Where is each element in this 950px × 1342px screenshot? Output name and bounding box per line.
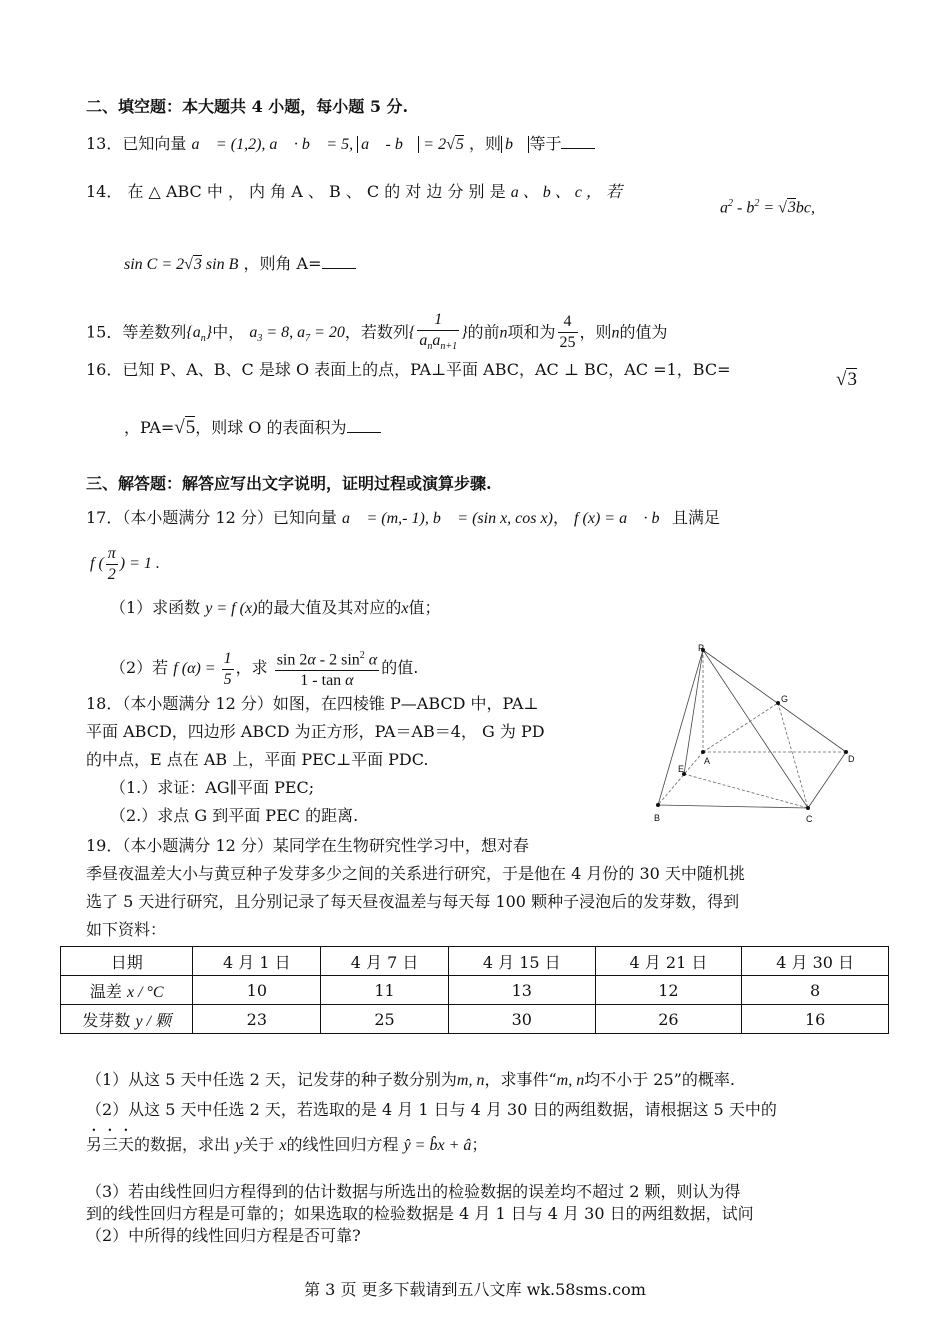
q15-p3: ，若数列 <box>344 322 409 342</box>
q13-ask: 等于 <box>529 134 562 153</box>
q17-number: 17． <box>86 508 123 527</box>
table-header-cell: 4 月 21 日 <box>595 947 742 976</box>
table-cell: 10 <box>193 976 321 1005</box>
pyramid-figure <box>648 640 868 830</box>
q17-sub2-b: ，求 <box>235 658 268 678</box>
q19-part1-a: （1）从这 5 天中任选 2 天，记发芽的种子数分别为 <box>86 1070 457 1089</box>
q14-line2 <box>124 252 356 277</box>
q16-sqrt5: √5 <box>174 417 196 438</box>
q19-mn: m, n <box>456 1072 485 1089</box>
q13-prefix: 已知向量 <box>122 134 187 153</box>
q13-abs-b: b⃗ <box>501 136 529 153</box>
q15-p2: 中， <box>212 322 245 342</box>
q17-sub1-a: （1）求函数 <box>110 598 201 617</box>
table-header-cell: 日期 <box>61 947 193 976</box>
point-g <box>776 701 780 705</box>
q14-condition: $a^2 - b^2 = √3bc$, <box>720 198 816 217</box>
label-e: E <box>678 764 685 774</box>
q19-y: y <box>235 1137 243 1154</box>
q17-fx: f (x) = a⃗ · b⃗ <box>574 510 672 527</box>
table-header-row <box>61 947 889 976</box>
table-cell: 23 <box>193 1005 321 1034</box>
q19-part1-c: 均不小于 25”的概率. <box>584 1070 735 1089</box>
q17-sub2-falpha: f (α) = $\frac{1}{5}$ <box>173 650 232 688</box>
q19-part3-line3: （2）中所得的线性回归方程是否可靠? <box>86 1226 361 1245</box>
table-cell: 30 <box>448 1005 595 1034</box>
section-2-heading: 二、填空题：本大题共 4 小题，每小题 5 分. <box>86 97 409 116</box>
q17-condition: f ( $\frac{\pi}{2}$ ) = 1 . <box>90 545 160 583</box>
q19-line1-text: （本小题满分 12 分）某同学在生物研究性学习中，想对春 <box>122 836 529 855</box>
q16-line2b: ，则球 O 的表面积为 <box>195 418 347 437</box>
point-a <box>701 750 705 754</box>
q19-part2-line1: （2）从这 5 天中任选 2 天，若选取的是 4 月 1 日与 4 月 30 日的两组数据，请根据这 5 天中的 <box>86 1100 777 1119</box>
q19-emphasis: 另三天 <box>86 1135 135 1154</box>
q15-n2: n <box>611 324 620 342</box>
q13-number: 13． <box>86 134 123 153</box>
q19-part3-line2: 到的线性回归方程是可靠的；如果选取的检验数据是 4 月 1 日与 4 月 30 日的两组数据，试问 <box>86 1204 754 1223</box>
q17-sub2-expression: $\frac{\sin 2\alpha - 2 \sin^2 \alpha}{\text{1 - tan α}}$ <box>275 646 379 691</box>
q19-x: x <box>279 1137 287 1154</box>
section-3-heading: 三、解答题：解答应写出文字说明，证明过程或演算步骤. <box>86 474 492 493</box>
q14-number: 14． <box>86 182 123 201</box>
table-header-cell: 4 月 15 日 <box>448 947 595 976</box>
q17-intro: （本小题满分 12 分）已知向量 <box>122 508 337 527</box>
q15-sum-fraction: $\frac{4}{25}$ <box>559 313 576 352</box>
q19-part1 <box>86 1068 735 1093</box>
q19-part2-e: 的线性回归方程 <box>286 1135 399 1154</box>
q19-part2-c: 的数据，求出 <box>134 1135 231 1154</box>
table-cell: 26 <box>595 1005 742 1034</box>
q14-then: ，则角 A= <box>243 254 322 273</box>
q14-text: 在 △ ABC 中 ， 内 角 A 、 B 、 C 的 对 边 分 别 是 <box>127 182 506 201</box>
label-d: D <box>848 754 855 764</box>
table-cell: 16 <box>742 1005 889 1034</box>
point-c <box>806 806 810 810</box>
q17-sub2-a: （2）若 <box>110 658 169 678</box>
q17-sub1-x: x <box>401 600 409 617</box>
edge-pb <box>658 650 703 805</box>
q18-line2: 平面 ABCD，四边形 ABCD 为正方形，PA＝AB＝4， G 为 PD <box>86 722 545 741</box>
q17-sub1-b: 的最大值及其对应的 <box>257 598 402 617</box>
q19-line2: 季昼夜温差大小与黄豆种子发芽多少之间的关系进行研究，于是他在 4 月份的 30 天中随机挑 <box>86 864 745 883</box>
segment-ag <box>703 703 778 752</box>
q15-p5: 项和为 <box>507 322 556 342</box>
label-c: C <box>806 814 813 824</box>
segment-ec <box>684 774 808 808</box>
q15-p1: 等差数列 <box>122 322 187 342</box>
question-16 <box>86 358 730 382</box>
q17-sub1-c: 值； <box>408 598 441 617</box>
point-b <box>656 803 660 807</box>
q19-mn-2: m, n <box>556 1072 585 1089</box>
q17-vectors: a⃗ = (m,- 1), b⃗ = (sin x, cos x) <box>342 510 553 527</box>
table-header-cell: 4 月 1 日 <box>193 947 321 976</box>
q15-recip-seq: { $\frac{1}{a_na_{n+1}}$ } <box>408 311 468 353</box>
q15-number: 15． <box>86 322 123 342</box>
label-a: A <box>704 756 711 766</box>
q16-answer-blank <box>347 418 381 433</box>
table-header-cell: 4 月 30 日 <box>742 947 889 976</box>
q18-sub2: （2.）求点 G 到平面 PEC 的距离. <box>110 806 359 825</box>
table-row-label: 发芽数 y / 颗 <box>61 1005 193 1034</box>
edge-bc <box>658 805 808 808</box>
segment-pe <box>684 650 703 774</box>
question-13 <box>86 132 595 157</box>
q16-line1: 已知 P、A、B、C 是球 O 表面上的点，PA⊥平面 ABC，AC ⊥ BC，AC =1，BC= <box>122 360 731 379</box>
edge-cd <box>808 752 846 808</box>
q19-part1-b: ，求事件“ <box>484 1070 557 1089</box>
question-14 <box>86 180 622 205</box>
q19-number: 19． <box>86 836 123 855</box>
q13-answer-blank <box>561 134 595 149</box>
q15-p6: ，则 <box>579 322 612 342</box>
q19-part2-d: 关于 <box>242 1135 275 1154</box>
q16-sqrt3: √3 <box>836 369 857 390</box>
table-row-label: 温差 x / °C <box>61 976 193 1005</box>
q14-answer-blank <box>322 254 356 269</box>
q17-sub2 <box>110 646 418 691</box>
edge-ab <box>658 752 703 805</box>
q19-line3: 选了 5 天进行研究，且分别记录了每天昼夜温差与每天每 100 颗种子浸泡后的发芽数，得到 <box>86 892 740 911</box>
question-15 <box>86 310 668 357</box>
table-cell: 11 <box>321 976 449 1005</box>
q18-line3: 的中点，E 点在 AB 上，平面 PEC⊥平面 PDC. <box>86 750 429 769</box>
q15-seq: $\{a_n\}$ <box>186 324 213 345</box>
label-g: G <box>781 694 789 704</box>
segment-gc <box>778 703 808 808</box>
q19-part2-line2 <box>86 1126 487 1158</box>
q18-line1-text: （本小题满分 12 分）如图，在四棱锥 P—ABCD 中，PA⊥ <box>122 694 539 713</box>
q15-n: n <box>499 324 508 342</box>
q13-formula: a⃗ = (1,2), a⃗ · b⃗ = 5, a⃗ - b⃗ = 2√5 <box>191 136 464 153</box>
label-b: B <box>654 813 661 823</box>
q16-line2 <box>124 416 381 440</box>
q19-part2-f: ； <box>471 1135 488 1154</box>
page-footer: 第 3 页 更多下载请到五八文库 wk.58sms.com <box>304 1280 646 1299</box>
q18-sub1: （1.）求证：AG∥平面 PEC; <box>110 778 315 797</box>
table-cell: 8 <box>742 976 889 1005</box>
q14-sine-relation: sin C = 2√3 sin B <box>124 256 239 273</box>
edge-pd <box>703 650 846 752</box>
table-row <box>61 976 889 1005</box>
data-table <box>60 946 889 1034</box>
q19-line4: 如下资料： <box>86 920 167 939</box>
q15-terms: $a_3 = 8$, $a_7 = 20$ <box>249 324 345 345</box>
q18-line1 <box>86 692 538 716</box>
q18-number: 18． <box>86 694 123 713</box>
table-header-cell: 4 月 7 日 <box>321 947 449 976</box>
q16-number: 16． <box>86 360 123 379</box>
table-cell: 12 <box>595 976 742 1005</box>
table-cell: 25 <box>321 1005 449 1034</box>
table-cell: 13 <box>448 976 595 1005</box>
table-row <box>61 1005 889 1034</box>
q15-p7: 的值为 <box>619 322 668 342</box>
q17-cond: 且满足 <box>671 508 720 527</box>
q19-regression-eq: ŷ = b̂x + â <box>403 1137 472 1154</box>
q19-line1 <box>86 834 529 858</box>
label-p: P <box>698 643 705 653</box>
q15-p4: 的前 <box>467 322 500 342</box>
q13-then: ，则 <box>468 134 501 153</box>
q19-part3-line1: （3）若由线性回归方程得到的估计数据与所选出的检验数据的误差均不超过 2 颗，则认为得 <box>86 1182 741 1201</box>
q14-vars: a 、 b 、 c ， 若 <box>510 184 622 201</box>
question-17: 17．（本小题满分 12 分）已知向量 a⃗ = (m,- 1), b⃗ = (sin x, cos x)， f (x) = a⃗ · b⃗且满足 <box>86 508 720 527</box>
q17-sub1-func: y = f (x) <box>205 600 258 617</box>
edge-pc <box>703 650 808 808</box>
q17-sub1 <box>110 596 441 621</box>
q16-line2a: ，PA= <box>124 418 175 437</box>
q17-sub2-c: 的值. <box>381 658 419 678</box>
